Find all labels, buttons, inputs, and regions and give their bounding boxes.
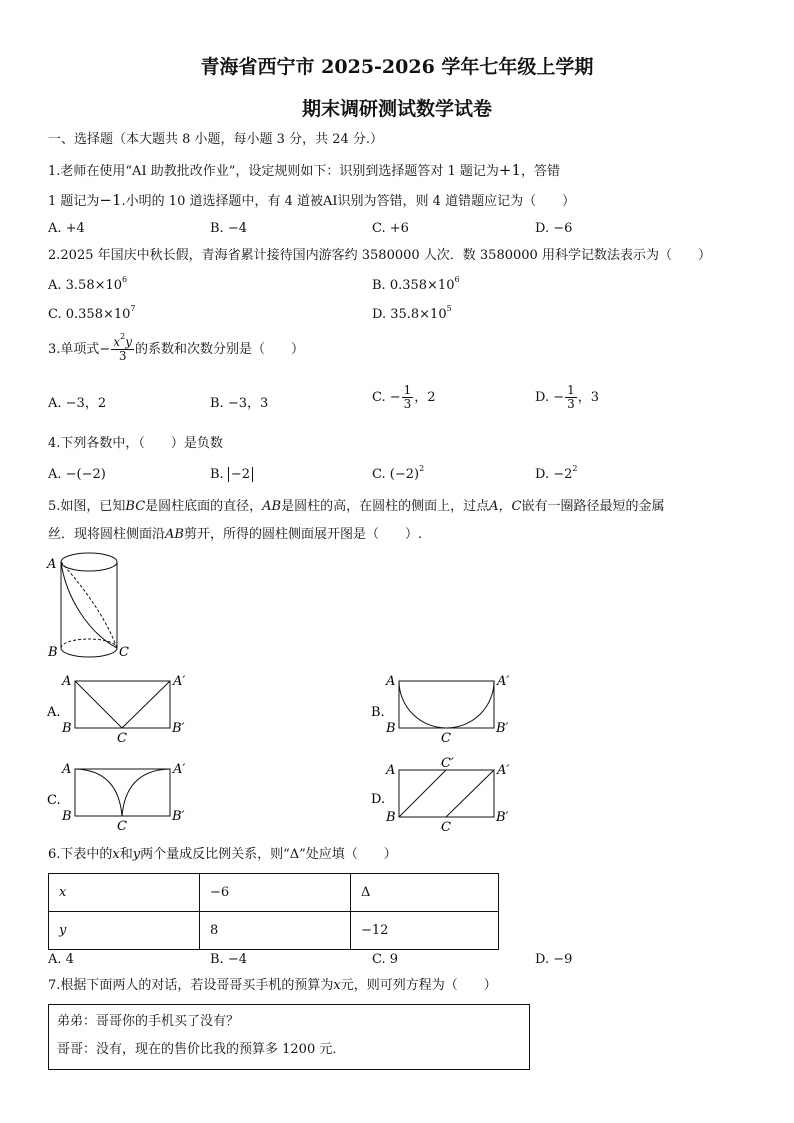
q7-stem: 7.根据下面两人的对话，若设哥哥买手机的预算为x元，则可列方程为（ ） bbox=[48, 978, 497, 993]
q4-option-a: A. −(−2) bbox=[48, 467, 106, 482]
q4-stem: 4.下列各数中，（ ）是负数 bbox=[48, 436, 223, 451]
svg-text:B′: B′ bbox=[172, 721, 185, 736]
q3-monomial-fraction: $\frac{x^2y}{3}$ bbox=[113, 332, 132, 363]
svg-text:A: A bbox=[386, 763, 396, 778]
q3-option-d: D. − $\frac{1}{3}$ ，3 bbox=[535, 383, 600, 411]
svg-text:A′: A′ bbox=[497, 763, 510, 778]
table-row bbox=[49, 874, 499, 912]
cyl-label-b: B bbox=[48, 645, 58, 660]
q6-option-c: C. 9 bbox=[372, 952, 399, 967]
svg-text:B′: B′ bbox=[496, 721, 509, 736]
svg-text:A: A bbox=[62, 674, 72, 689]
svg-text:B.: B. bbox=[371, 705, 385, 720]
cyl-label-c: C bbox=[119, 645, 129, 660]
q2-stem: 2.2025 年国庆中秋长假，青海省累计接待国内游客约 3580000 人次．数 3580000 用科学记数法表示为（ ） bbox=[48, 248, 711, 263]
q7-dialog-line2: 哥哥：没有，现在的售价比我的预算多 1200 元． bbox=[57, 1042, 346, 1057]
q3-option-a: A. −3，2 bbox=[48, 396, 107, 411]
q1-stem-line2: 1 题记为−1.小明的 10 道选择题中，有 4 道被AI识别为答错，则 4 道错题应记为（ ） bbox=[48, 191, 576, 209]
table-cell: 8 bbox=[200, 912, 351, 950]
svg-text:A: A bbox=[62, 762, 72, 777]
q5-option-b-figure bbox=[368, 670, 518, 748]
table-cell: Δ bbox=[351, 874, 499, 912]
exam-title-line1: 青海省西宁市 2025-2026 学年七年级上学期 bbox=[200, 56, 594, 78]
q3-option-b: B. −3，3 bbox=[210, 396, 269, 411]
cylinder-figure bbox=[44, 548, 134, 664]
q2-option-b: B. $0.358\times 10^6$ bbox=[372, 275, 460, 293]
q2-option-c: C. $0.358\times 10^7$ bbox=[48, 304, 136, 322]
q5-option-a-figure bbox=[44, 670, 194, 748]
cyl-label-a: A bbox=[47, 557, 57, 572]
q6-table bbox=[48, 873, 499, 950]
svg-text:C.: C. bbox=[47, 793, 61, 808]
q2-option-a: A. $3.58\times 10^6$ bbox=[48, 275, 128, 293]
q1-option-c: C. +6 bbox=[372, 221, 409, 236]
table-cell: −12 bbox=[351, 912, 499, 950]
q6-stem: 6.下表中的x和y两个量成反比例关系，则“Δ”处应填（ ） bbox=[48, 847, 397, 862]
table-cell: −6 bbox=[200, 874, 351, 912]
q5-option-d-figure bbox=[368, 755, 518, 837]
q1-option-a: A. +4 bbox=[48, 221, 85, 236]
svg-text:B: B bbox=[386, 810, 396, 825]
svg-text:A.: A. bbox=[47, 705, 61, 720]
svg-text:C′: C′ bbox=[441, 756, 454, 771]
q2-option-d: D. $35.8\times 10^5$ bbox=[372, 304, 452, 322]
q1-option-d: D. −6 bbox=[535, 221, 573, 236]
svg-text:C: C bbox=[441, 731, 451, 746]
svg-text:A′: A′ bbox=[173, 762, 186, 777]
q1-option-b: B. −4 bbox=[210, 221, 247, 236]
q5-stem-line1: 5.如图，已知BC是圆柱底面的直径，AB是圆柱的高，在圆柱的侧面上，过点A，C嵌有一圈路径最短的金属 bbox=[48, 499, 665, 514]
q3-stem: 3.单项式− $\frac{x^2y}{3}$ 的系数和次数分别是（ ） bbox=[48, 332, 304, 363]
svg-text:C: C bbox=[117, 819, 127, 834]
q5-stem-line2: 丝．现将圆柱侧面沿AB剪开，所得的圆柱侧面展开图是（ ）. bbox=[48, 527, 423, 542]
q6-option-b: B. −4 bbox=[210, 952, 247, 967]
section-heading: 一、选择题（本大题共 8 小题，每小题 3 分，共 24 分.） bbox=[48, 132, 384, 147]
svg-text:A′: A′ bbox=[173, 674, 186, 689]
q6-option-d: D. −9 bbox=[535, 952, 573, 967]
table-cell: y bbox=[49, 912, 200, 950]
svg-text:A: A bbox=[386, 674, 396, 689]
svg-text:A′: A′ bbox=[497, 674, 510, 689]
svg-text:B: B bbox=[386, 721, 396, 736]
exam-title-line2: 期末调研测试数学试卷 bbox=[301, 98, 492, 120]
svg-text:D.: D. bbox=[371, 792, 386, 807]
svg-text:C: C bbox=[441, 820, 451, 835]
svg-text:B: B bbox=[62, 721, 72, 736]
q5-option-c-figure bbox=[44, 758, 194, 836]
q7-dialog-box bbox=[48, 1004, 530, 1070]
svg-text:B′: B′ bbox=[496, 810, 509, 825]
q4-option-c: C. $(-2)^2$ bbox=[372, 464, 425, 482]
svg-text:C: C bbox=[117, 731, 127, 746]
table-row bbox=[49, 912, 499, 950]
q4-option-d: D. $-2^2$ bbox=[535, 464, 578, 482]
q4-option-b: B. −2 bbox=[210, 467, 253, 483]
svg-text:B′: B′ bbox=[172, 809, 185, 824]
q3-option-c: C. − $\frac{1}{3}$ ，2 bbox=[372, 383, 436, 411]
q7-dialog-line1: 弟弟：哥哥你的手机买了没有？ bbox=[57, 1014, 240, 1029]
svg-text:B: B bbox=[62, 809, 72, 824]
table-cell: x bbox=[49, 874, 200, 912]
q1-stem-line1: 1.老师在使用“AI 助教批改作业”，设定规则如下：识别到选择题答对 1 题记为+1，答错 bbox=[48, 161, 561, 179]
q6-option-a: A. 4 bbox=[48, 952, 74, 967]
